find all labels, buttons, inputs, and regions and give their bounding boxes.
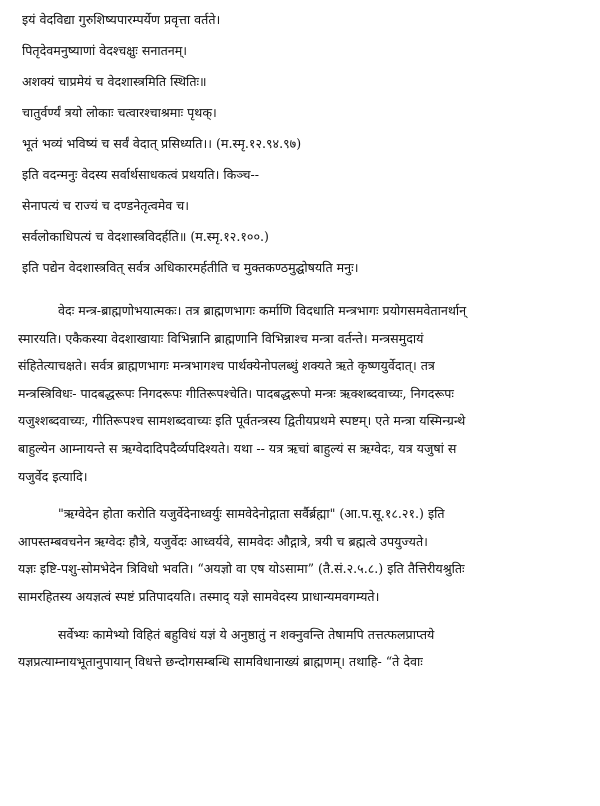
paragraph-line: यज्ञः इष्टि-पशु-सोमभेदेन त्रिविधो भवति। “अयज्ञो वा एष योऽसामा” (तै.सं.२.५.८.) इति तैत्तिरीयश्रुतिः <box>18 561 465 577</box>
verse-line: सर्वलोकाधिपत्यं च वेदशास्त्रविदर्हति॥ (म.स्मृ.१२.१००.) <box>22 229 269 244</box>
verse-line: भूतं भव्यं भविष्यं च सर्वं वेदात् प्रसिध्यति।। (म.स्मृ.१२.९४.९७) <box>22 136 302 151</box>
verse-line: सेनापत्यं च राज्यं च दण्डनेतृत्वमेव च। <box>22 198 190 213</box>
paragraph-line: आपस्तम्बवचनेन ऋग्वेदः हौत्रे, यजुर्वेदः आध्वर्यवे, सामवेदः औद्गात्रे, त्रयी च ब्रह्मत्वे उपयुज्यते। <box>18 533 428 549</box>
verse-block <box>22 4 590 283</box>
paragraph-line: स्मारयति। एकैकस्या वेदशाखायाः विभिन्नानि ब्राह्मणानि विभिन्नाश्च मन्त्रा वर्तन्ते। मन्त्रसमुदायं <box>18 330 424 346</box>
verse-line: पितृदेवमनुष्याणां वेदश्चक्षुः सनातनम्। <box>22 43 188 58</box>
paragraph-line: बाहुल्येन आम्नायन्ते स ऋग्वेदादिपदैर्व्यपदिश्यते। यथा -- यत्र ऋचां बाहुल्यं स ऋग्वेदः, यत्र यजुषां स <box>18 440 457 456</box>
verse-line: इयं वेदविद्या गुरुशिष्यपारम्पर्येण प्रवृत्ता वर्तते। <box>22 12 221 27</box>
paragraph-line: सर्वेभ्यः कामेभ्यो विहितं बहुविधं यज्ञं ये अनुष्ठातुं न शक्नुवन्ति तेषामपि तत्तत्फलप्राप्तये <box>58 626 435 642</box>
paragraph-line: मन्त्रस्त्रिविधः- पादबद्धरूपः निगदरूपः गीतिरूपश्चेति। पादबद्धरूपो मन्त्रः ऋक्शब्दवाच्यः, निगदरूपः <box>18 385 454 401</box>
verse-line: इति वदन्मनुः वेदस्य सर्वार्थसाधकत्वं प्रथयति। किञ्च-- <box>22 167 259 182</box>
paragraph-3 <box>18 621 590 676</box>
verse-line: इति पद्येन वेदशास्त्रवित् सर्वत्र अधिकारमर्हतीति च मुक्तकण्ठमुद्घोषयति मनुः। <box>22 260 359 275</box>
verse-line: चातुर्वर्ण्यं त्रयो लोकाः चत्वारश्चाश्रमाः पृथक्। <box>22 105 217 120</box>
paragraph-1 <box>18 297 590 490</box>
paragraph-line: यजुश्शब्दवाच्यः, गीतिरूपश्च सामशब्दवाच्यः इति पूर्वतन्त्रस्य द्वितीयप्रथमे स्पष्टम्। एते मन्त्रा यस्मिन्ग्रन्थे <box>18 413 466 429</box>
paragraph-line: सामरहितस्य अयज्ञत्वं स्पष्टं प्रतिपादयति। तस्माद् यज्ञे सामवेदस्य प्राधान्यमवगम्यते। <box>18 588 380 604</box>
paragraph-line: संहितेत्याचक्षते। सर्वत्र ब्राह्मणभागः मन्त्रभागश्च पार्थक्येनोपलब्धुं शक्यते ऋते कृष्णयुर्वेदात्। तत्र <box>18 358 435 374</box>
paragraph-line: वेदः मन्त्र-ब्राह्मणोभयात्मकः। तत्र ब्राह्मणभागः कर्माणि विदधाति मन्त्रभागः प्रयोगसमवेतानर्थान् <box>58 303 467 318</box>
paragraph-line: यज्ञप्रत्याम्नायभूतानुपायान् विधत्ते छन्दोगसम्बन्धि सामविधानाख्यं ब्राह्मणम्। तथाहि- “ते देवाः <box>18 654 423 670</box>
verse-line: अशक्यं चाप्रमेयं च वेदशास्त्रमिति स्थितिः॥ <box>22 74 207 89</box>
paragraph-2 <box>18 500 590 610</box>
paragraph-line: यजुर्वेद इत्यादि। <box>18 468 88 484</box>
paragraph-line: "ऋग्वेदेन होता करोति यजुर्वेदेनाध्वर्युः सामवेदेनोद्गाता सर्वैर्ब्रह्मा" (आ.प.सू.१८.२१.) इति <box>58 506 445 522</box>
